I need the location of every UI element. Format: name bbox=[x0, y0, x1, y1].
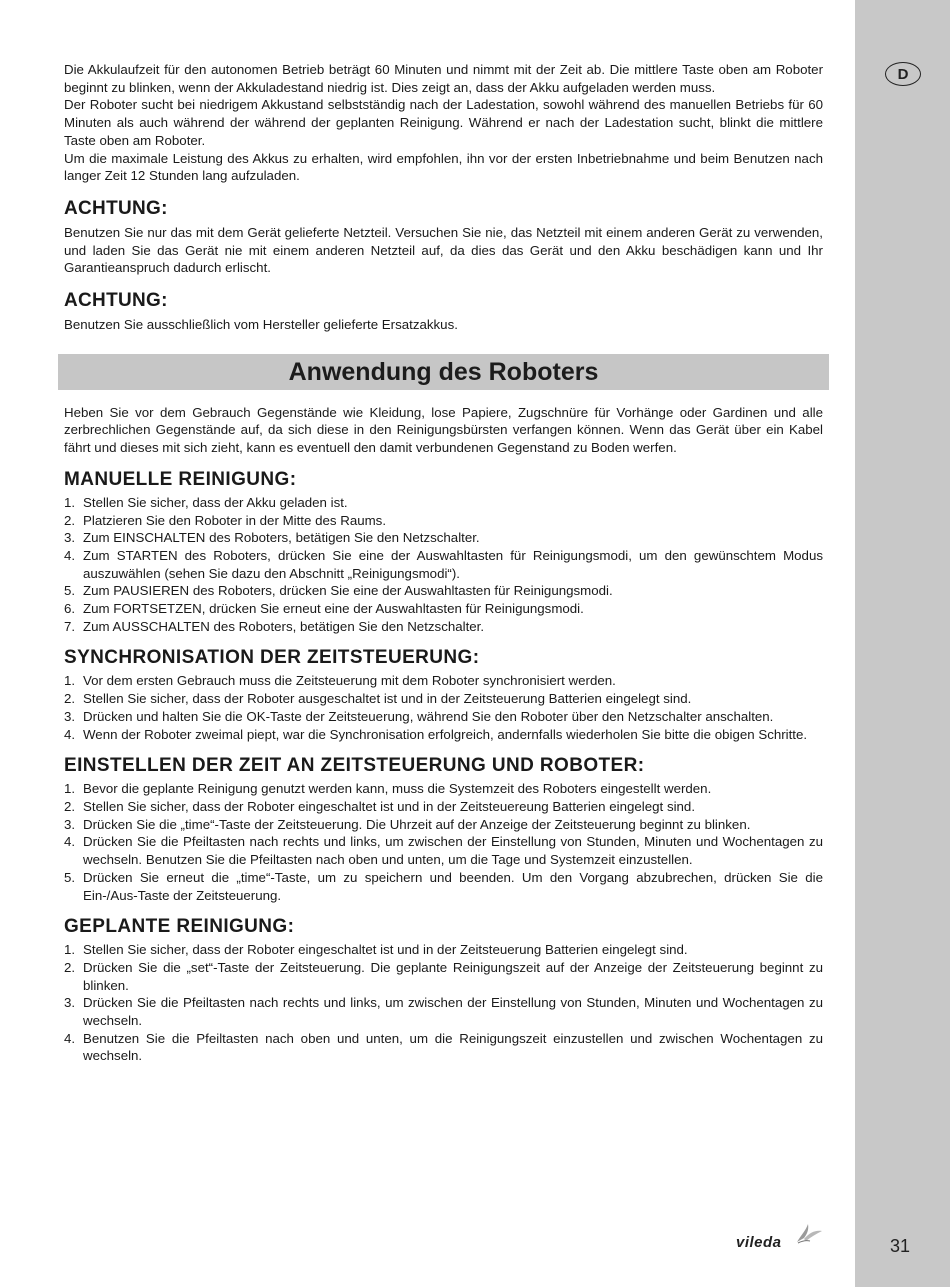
list-item bbox=[64, 816, 823, 834]
subsection-heading: SYNCHRONISATION DER ZEITSTEUERUNG: bbox=[64, 647, 480, 669]
step-list bbox=[64, 672, 823, 743]
subsection-heading: MANUELLE REINIGUNG: bbox=[64, 468, 297, 490]
intro-paragraph: Die Akkulaufzeit für den autonomen Betrieb beträgt 60 Minuten und nimmt mit der Zeit ab. Die mittlere Taste oben am Roboter beginnt zu blinken, wenn der Akkuladestand niedrig ist. Dies zeigt an, dass der Akku aufgeladen werden muss. bbox=[64, 62, 823, 95]
list-number: 2. bbox=[64, 959, 76, 975]
list-number: 3. bbox=[64, 995, 76, 1011]
list-item bbox=[64, 941, 823, 959]
list-item bbox=[64, 529, 823, 547]
list-item bbox=[64, 547, 823, 582]
list-number: 5. bbox=[64, 583, 76, 599]
list-item bbox=[64, 833, 823, 868]
list-item bbox=[64, 708, 823, 726]
list-number: 4. bbox=[64, 547, 76, 563]
list-item bbox=[64, 994, 823, 1029]
list-item-text: Vor dem ersten Gebrauch muss die Zeitsteuerung mit dem Roboter synchronisiert werden. bbox=[83, 673, 616, 689]
list-item-text: Drücken Sie die „time“-Taste der Zeitsteuerung. Die Uhrzeit auf der Anzeige der Zeitsteuerung beginnt zu blinken. bbox=[83, 816, 751, 832]
list-item bbox=[64, 869, 823, 904]
page-number: 31 bbox=[889, 1236, 911, 1256]
list-number: 2. bbox=[64, 798, 76, 814]
list-item-text: Stellen Sie sicher, dass der Roboter ausgeschaltet ist und in der Zeitsteuerung Batterien eingelegt sind. bbox=[83, 691, 692, 707]
warning-text: Benutzen Sie nur das mit dem Gerät gelieferte Netzteil. Versuchen Sie nie, das Netzteil mit einem anderen Gerät zu verwenden, und laden Sie das Gerät nie mit einem anderen Netzteil auf, da dies das Gerät und den Akku beschädigen kann und Ihr Garantieanspruch dadurch erlischt. bbox=[64, 224, 823, 276]
list-item-text: Zum AUSSCHALTEN des Roboters, betätigen Sie den Netzschalter. bbox=[83, 618, 485, 634]
list-item-text: Platzieren Sie den Roboter in der Mitte des Raums. bbox=[83, 512, 387, 528]
language-badge: D bbox=[885, 62, 921, 86]
subsection-manual-cleaning bbox=[64, 468, 823, 636]
step-list bbox=[64, 494, 823, 636]
list-number: 1. bbox=[64, 494, 76, 510]
list-item-text: Stellen Sie sicher, dass der Akku geladen ist. bbox=[83, 494, 348, 510]
section-title: Anwendung des Roboters bbox=[58, 354, 829, 390]
list-number: 3. bbox=[64, 708, 76, 724]
list-item bbox=[64, 780, 823, 798]
list-number: 2. bbox=[64, 512, 76, 528]
sidebar bbox=[855, 0, 950, 1287]
subsection-heading: GEPLANTE REINIGUNG: bbox=[64, 916, 295, 938]
list-item bbox=[64, 512, 823, 530]
list-item-text: Drücken Sie erneut die „time“-Taste, um zu speichern und beenden. Um den Vorgang abzubrechen, drücken Sie die Ein-/Aus-Taste der Zeitsteuerung. bbox=[83, 869, 823, 903]
warning-text: Benutzen Sie ausschließlich vom Hersteller gelieferte Ersatzakkus. bbox=[64, 317, 458, 333]
subsection-set-time bbox=[64, 754, 823, 904]
step-list bbox=[64, 941, 823, 1065]
intro-paragraph: Um die maximale Leistung des Akkus zu erhalten, wird empfohlen, ihn vor der ersten Inbetriebnahme und beim Benutzen nach langer Zeit 12 Stunden lang aufzuladen. bbox=[64, 150, 823, 184]
warning-heading: ACHTUNG: bbox=[64, 290, 168, 312]
list-item-text: Benutzen Sie die Pfeiltasten nach oben und unten, um die Reinigungszeit einzustellen und zwischen Wochentagen zu wechseln. bbox=[83, 1030, 823, 1064]
list-item bbox=[64, 600, 823, 618]
list-item-text: Zum STARTEN des Roboters, drücken Sie eine der Auswahltasten für Reinigungsmodi, um den gewünschtem Modus auszuwählen (sehen Sie dazu den Abschnitt „Reinigungsmodi“). bbox=[83, 547, 823, 581]
list-number: 4. bbox=[64, 726, 76, 742]
list-number: 1. bbox=[64, 781, 76, 797]
list-item bbox=[64, 798, 823, 816]
list-number: 2. bbox=[64, 691, 76, 707]
list-number: 1. bbox=[64, 942, 76, 958]
section-intro: Heben Sie vor dem Gebrauch Gegenstände wie Kleidung, lose Papiere, Zugschnüre für Vorhänge oder Gardinen und alle zerbrechlichen Gegenstände auf, da sich diese in den Reinigungsbürsten verfangen können. Wenn das Gerät über ein Kabel fährt und dieses mit sich zieht, kann es eventuell den damit verbundenen Gegenstand zu Boden werfen. bbox=[64, 404, 823, 456]
list-number: 4. bbox=[64, 1030, 76, 1046]
list-item bbox=[64, 494, 823, 512]
list-number: 3. bbox=[64, 530, 76, 546]
list-item bbox=[64, 582, 823, 600]
page-content bbox=[64, 61, 823, 1065]
list-item bbox=[64, 690, 823, 708]
step-list bbox=[64, 780, 823, 904]
list-item bbox=[64, 1030, 823, 1065]
list-number: 6. bbox=[64, 601, 76, 617]
list-item bbox=[64, 726, 823, 744]
intro-block bbox=[64, 61, 823, 185]
list-item-text: Drücken Sie die „set“-Taste der Zeitsteuerung. Die geplante Reinigungszeit auf der Anzeige der Zeitsteuerung beginnt zu blinken. bbox=[83, 959, 823, 993]
subsection-heading: EINSTELLEN DER ZEIT AN ZEITSTEUERUNG UND ROBOTER: bbox=[64, 755, 645, 777]
list-item-text: Drücken Sie die Pfeiltasten nach rechts und links, um zwischen der Einstellung von Stunden, Minuten und Wochentagen zu wechseln. bbox=[83, 995, 823, 1029]
list-item bbox=[64, 959, 823, 994]
list-item-text: Drücken Sie die Pfeiltasten nach rechts und links, um zwischen der Einstellung von Stunden, Minuten und Wochentagen zu wechseln. Benutzen Sie die Pfeiltasten nach oben und unten, um die Tage und Systemzeit einzustellen. bbox=[83, 834, 823, 868]
logo-text: vileda bbox=[736, 1234, 782, 1251]
list-item-text: Bevor die geplante Reinigung genutzt werden kann, muss die Systemzeit des Roboters eingestellt werden. bbox=[83, 781, 712, 797]
list-item bbox=[64, 618, 823, 636]
list-number: 5. bbox=[64, 869, 76, 885]
list-item-text: Wenn der Roboter zweimal piept, war die Synchronisation erfolgreich, andernfalls wiederholen Sie bitte die obigen Schritte. bbox=[83, 726, 808, 742]
subsection-scheduled-cleaning bbox=[64, 915, 823, 1065]
list-number: 7. bbox=[64, 618, 76, 634]
subsection-timer-sync bbox=[64, 646, 823, 743]
list-item-text: Zum FORTSETZEN, drücken Sie erneut eine der Auswahltasten für Reinigungsmodi. bbox=[83, 601, 584, 617]
list-item-text: Zum EINSCHALTEN des Roboters, betätigen Sie den Netzschalter. bbox=[83, 530, 480, 546]
list-item-text: Drücken und halten Sie die OK-Taste der Zeitsteuerung, während Sie den Roboter über den Netzschalter anschalten. bbox=[83, 708, 774, 724]
list-item bbox=[64, 672, 823, 690]
list-item-text: Zum PAUSIEREN des Roboters, drücken Sie eine der Auswahltasten für Reinigungsmodi. bbox=[83, 583, 613, 599]
intro-paragraph: Der Roboter sucht bei niedrigem Akkustand selbstständig nach der Ladestation, sowohl während des manuellen Betriebs für 60 Minuten als auch während der während der geplanten Reinigung. Während er nach der Ladestation sucht, blinkt die mittlere Taste oben am Roboter. bbox=[64, 97, 823, 148]
list-number: 4. bbox=[64, 834, 76, 850]
vileda-bird-icon bbox=[794, 1222, 824, 1246]
list-number: 1. bbox=[64, 673, 76, 689]
warning-heading: ACHTUNG: bbox=[64, 197, 168, 219]
list-item-text: Stellen Sie sicher, dass der Roboter eingeschaltet ist und in der Zeitsteuerung Batterien eingelegt sind. bbox=[83, 942, 688, 958]
list-item-text: Stellen Sie sicher, dass der Roboter eingeschaltet ist und in der Zeitsteuereung Batterien eingelegt sind. bbox=[83, 798, 696, 814]
vileda-logo bbox=[736, 1222, 828, 1258]
list-number: 3. bbox=[64, 816, 76, 832]
